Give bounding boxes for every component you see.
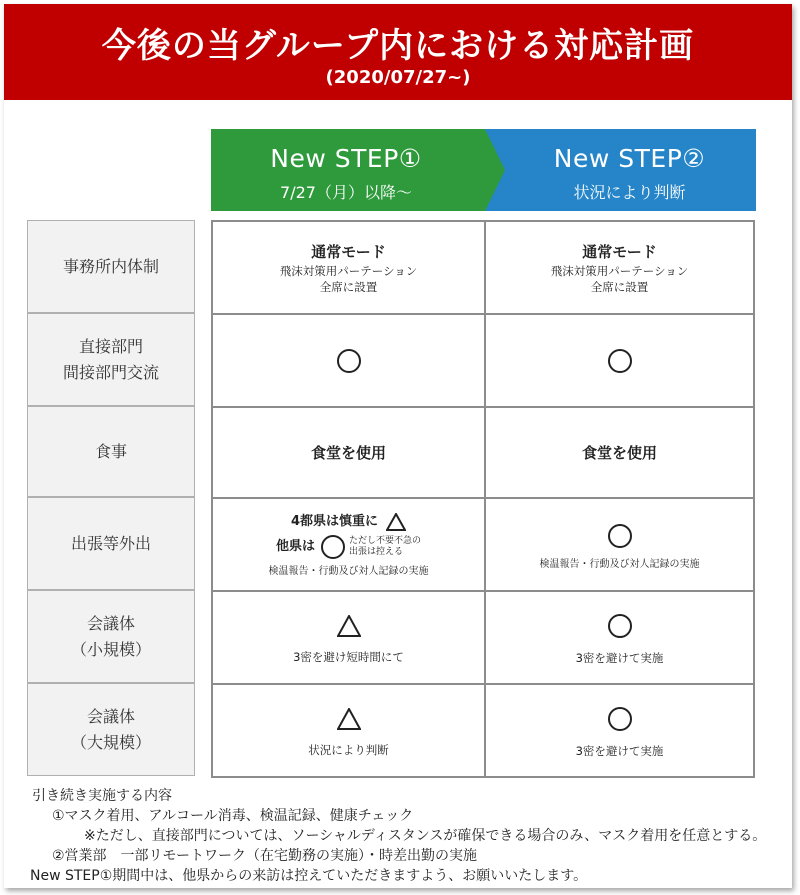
- cell-detail-text: 検温報告・行動及び対人記録の実施: [268, 565, 429, 577]
- row-label-business-trip-text: 出張等外出: [70, 533, 151, 553]
- cell-detail-text: 状況により判断: [308, 742, 389, 757]
- cell-office-step1: [211, 220, 486, 315]
- row-label-meal: [27, 406, 195, 497]
- row-label-meeting-large: [27, 683, 195, 776]
- cell-detail-text: 3密を避けて実施: [575, 743, 664, 758]
- row-label-business-trip: [27, 497, 195, 590]
- cell-meeting-small-step1: [211, 590, 486, 685]
- circle-mark-icon: [608, 614, 632, 638]
- continuing-item-1: ①マスク着用、アルコール消毒、検温記録、健康チェック: [52, 808, 414, 824]
- cell-detail-text: 検温報告・行動及び対人記録の実施: [539, 558, 700, 570]
- row-label-department-exchange: [27, 313, 195, 406]
- row-label-line1: 会議体: [86, 613, 135, 633]
- cell-trip-step1: [211, 497, 486, 592]
- cell-meeting-large-step2: [484, 683, 755, 778]
- cell-meeting-large-step1: [211, 683, 486, 778]
- document-page: [4, 4, 792, 888]
- cell-main-text: 食堂を使用: [581, 443, 657, 462]
- circle-mark-icon: [337, 349, 361, 373]
- continuing-item-2: ②営業部 一部リモートワーク（在宅勤務の実施）・時差出勤の実施: [52, 848, 477, 864]
- row-label-line2: （小規模）: [70, 639, 151, 659]
- step2-subtitle: 状況により判断: [573, 183, 686, 202]
- cell-detail-text: 3密を避け短時間にて: [293, 649, 404, 664]
- circle-mark-icon: [321, 535, 345, 559]
- row-label-office-text: 事務所内体制: [62, 256, 159, 276]
- step1-subtitle: 7/27（月）以降～: [280, 183, 412, 202]
- circle-mark-icon: [608, 349, 632, 373]
- step2-header: [485, 129, 756, 211]
- trip-note-line2: 出張は控える: [349, 546, 404, 557]
- start-date: (2020/07/27~): [325, 67, 471, 88]
- trip-rule-four-prefectures: 4都県は慎重に: [290, 513, 379, 529]
- row-label-office: [27, 220, 195, 313]
- triangle-mark-icon: [386, 513, 406, 531]
- circle-mark-icon: [608, 524, 632, 548]
- cell-meal-step1: [211, 406, 486, 499]
- continuing-item-1-note: ※ただし、直接部門については、ソーシャルディスタンスが確保できる場合のみ、マスク着用を任意とする。: [84, 828, 767, 844]
- row-label-line2: （大規模）: [70, 732, 151, 752]
- cell-detail-text: 全席に設置: [590, 279, 649, 294]
- cell-main-text: 通常モード: [311, 242, 386, 261]
- triangle-mark-icon: [337, 708, 361, 730]
- trip-rule-other-prefectures: 他県は: [275, 538, 315, 554]
- continuing-heading: 引き続き実施する内容: [32, 788, 172, 804]
- cell-meeting-small-step2: [484, 590, 755, 685]
- step1-name: New STEP①: [270, 144, 422, 173]
- cell-department-step1: [211, 313, 486, 408]
- row-label-meeting-small: [27, 590, 195, 683]
- cell-department-step2: [484, 313, 755, 408]
- row-label-meal-text: 食事: [94, 441, 127, 461]
- page-title: 今後の当グループ内における対応計画: [101, 26, 695, 66]
- row-label-line1: 直接部門: [78, 336, 143, 356]
- cell-detail-text: 3密を避けて実施: [575, 650, 664, 665]
- step2-name: New STEP②: [553, 144, 706, 173]
- row-label-line1: 会議体: [86, 706, 135, 726]
- cell-office-step2: [484, 220, 755, 315]
- cell-detail-text: 全席に設置: [319, 279, 378, 294]
- step1-header: [211, 129, 507, 211]
- cell-main-text: 食堂を使用: [310, 443, 386, 462]
- cell-meal-step2: [484, 406, 755, 499]
- cell-detail-text: 飛沫対策用パーテーション: [550, 263, 689, 278]
- cell-main-text: 通常モード: [582, 242, 657, 261]
- circle-mark-icon: [608, 707, 632, 731]
- row-label-line2: 間接部門交流: [62, 362, 159, 382]
- title-banner: [4, 4, 792, 100]
- triangle-mark-icon: [337, 615, 361, 637]
- continuing-measures: [32, 786, 766, 886]
- cell-detail-text: 飛沫対策用パーテーション: [279, 263, 418, 278]
- trip-note-line1: ただし不要不急の: [349, 535, 422, 546]
- closing-request: New STEP①期間中は、他県からの来訪は控えていただきますよう、お願いいたします。: [30, 868, 588, 884]
- cell-trip-step2: [484, 497, 755, 592]
